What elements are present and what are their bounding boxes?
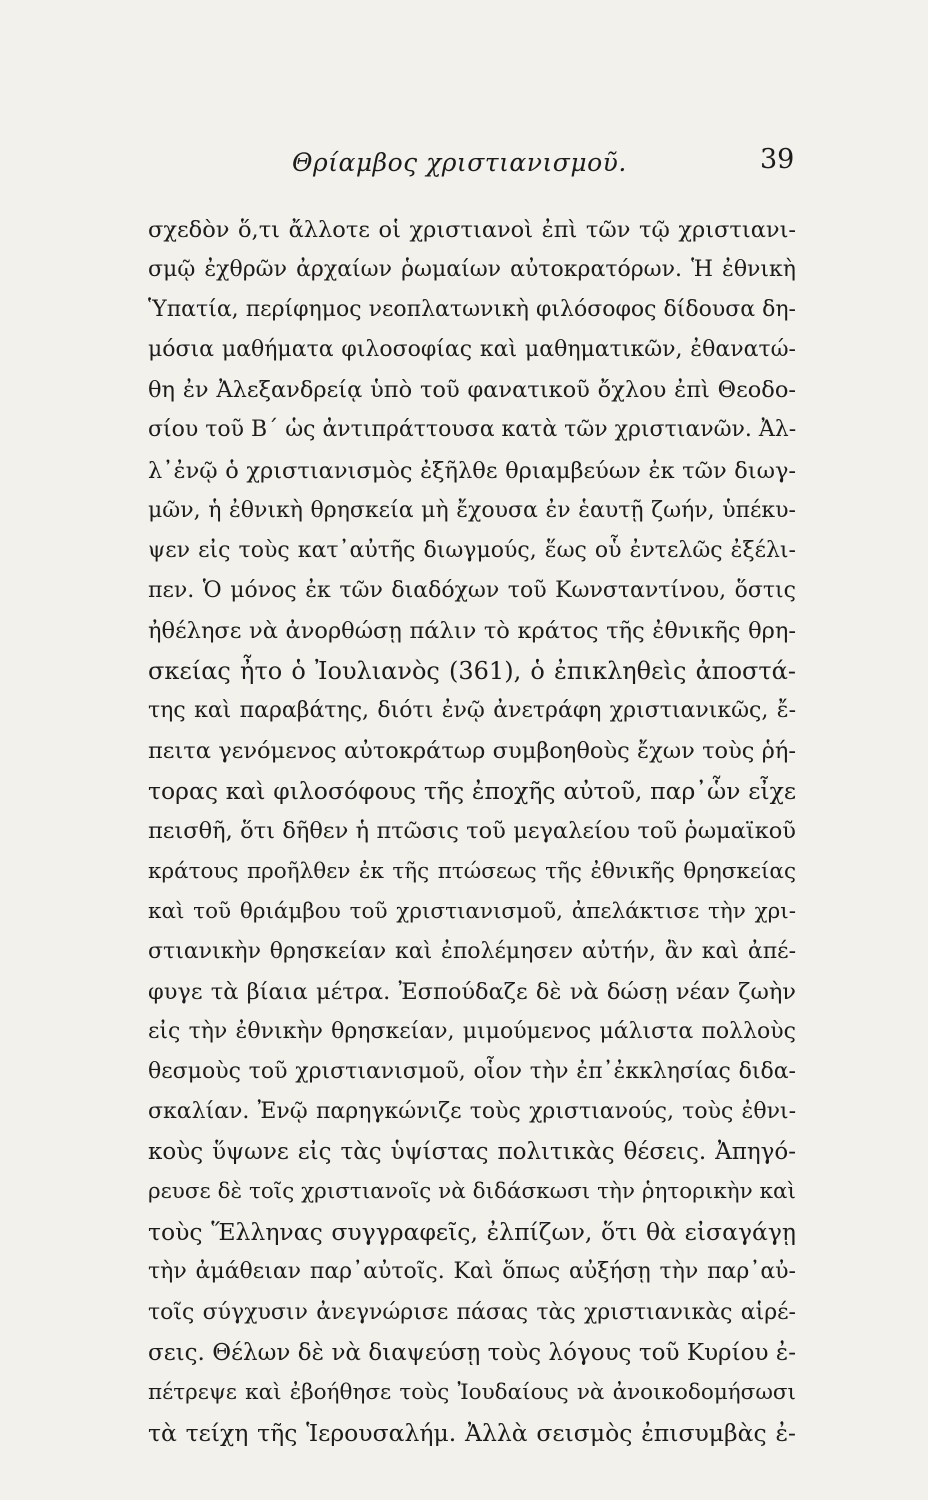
text-line: λ᾽ἐνῷ ὁ χριστιανισμὸς ἐξῆλθε θριαμβεύων ἐκ τῶν διωγ- [148,457,796,484]
text-line: θεσμοὺς τοῦ χριστιανισμοῦ, οἷον τὴν ἐπ᾽ἐκκλησίας διδα- [148,1058,796,1084]
text-line: κράτους προῆλθεν ἐκ τῆς πτώσεως τῆς ἐθνικῆς θρησκείας [148,858,796,884]
text-line: πέτρεψε καὶ ἐβοήθησε τοὺς Ἰουδαίους νὰ ἀνοικοδομήσωσι [148,1379,796,1405]
text-line: πειτα γενόμενος αὐτοκράτωρ συμβοηθοὺς ἔχων τοὺς ῥή- [148,738,796,765]
text-line: σκείας ἦτο ὁ Ἰουλιανὸς (361), ὁ ἐπικληθεὶς ἀποστά- [148,657,796,686]
text-line: τὰ τείχη τῆς Ἱερουσαλήμ. Ἀλλὰ σεισμὸς ἐπισυμβὰς ἐ- [148,1418,796,1447]
text-line: φυγε τὰ βίαια μέτρα. Ἐσπούδαζε δὲ νὰ δώσῃ νέαν ζωὴν [148,978,796,1005]
body-text [148,210,796,1453]
text-line: στιανικὴν θρησκείαν καὶ ἐπολέμησεν αὐτήν, ἂν καὶ ἀπέ- [148,938,796,964]
text-line: πεν. Ὁ μόνος ἐκ τῶν διαδόχων τοῦ Κωνσταντίνου, ὅστις [148,577,796,603]
text-line: πεισθῆ, ὅτι δῆθεν ἡ πτῶσις τοῦ μεγαλείου τοῦ ῥωμαϊκοῦ [148,818,796,845]
text-line: εἰς τὴν ἐθνικὴν θρησκείαν, μιμούμενος μάλιστα πολλοὺς [148,1018,796,1044]
text-line: τοὺς Ἕλληνας συγγραφεῖς, ἐλπίζων, ὅτι θὰ εἰσαγάγῃ [148,1218,796,1247]
text-line: σεις. Θέλων δὲ νὰ διαψεύσῃ τοὺς λόγους τοῦ Κυρίου ἐ- [148,1339,796,1366]
running-title: Θρίαμβος χριστιανισμοῦ. [292,148,627,177]
text-line: σχεδὸν ὅ,τι ἄλλοτε οἱ χριστιανοὶ ἐπὶ τῶν τῷ χριστιανι- [148,217,796,243]
text-line: μῶν, ἡ ἐθνικὴ θρησκεία μὴ ἔχουσα ἐν ἑαυτῇ ζωήν, ὑπέκυ- [148,497,796,523]
text-line: κοὺς ὕψωνε εἰς τὰς ὑψίστας πολιτικὰς θέσεις. Ἀπηγό- [148,1139,796,1166]
text-line: θη ἐν Ἀλεξανδρείᾳ ὑπὸ τοῦ φανατικοῦ ὄχλου ἐπὶ Θεοδο- [148,377,796,404]
text-line: ἠθέλησε νὰ ἀνορθώσῃ πάλιν τὸ κράτος τῆς ἐθνικῆς θρη- [148,617,796,644]
text-line: Ὑπατία, περίφημος νεοπλατωνικὴ φιλόσοφος δίδουσα δη- [148,297,796,323]
text-line: τὴν ἀμάθειαν παρ᾽αὐτοῖς. Καὶ ὅπως αὐξήσῃ τὴν παρ᾽αὐ- [148,1259,796,1285]
running-head [0,144,928,188]
text-line: της καὶ παραβάτης, διότι ἐνῷ ἀνετράφη χριστιανικῶς, ἔ- [148,698,796,724]
text-line: σκαλίαν. Ἐνῷ παρηγκώνιζε τοὺς χριστιανούς, τοὺς ἐθνι- [148,1099,796,1125]
text-line: τοῖς σύγχυσιν ἀνεγνώρισε πάσας τὰς χριστιανικὰς αἱρέ- [148,1299,796,1325]
page-number: 39 [760,144,795,175]
text-line: ρευσε δὲ τοῖς χριστιανοῖς νὰ διδάσκωσι τὴν ῥητορικὴν καὶ [148,1179,796,1205]
text-line: σίου τοῦ Β΄ ὡς ἀντιπράττουσα κατὰ τῶν χριστιανῶν. Ἀλ- [148,417,796,443]
text-line: μόσια μαθήματα φιλοσοφίας καὶ μαθηματικῶν, ἐθανατώ- [148,337,796,363]
text-line: ψεν εἰς τοὺς κατ᾽αὐτῆς διωγμούς, ἕως οὗ ἐντελῶς ἐξέλι- [148,537,796,563]
text-line: σμῷ ἐχθρῶν ἀρχαίων ῥωμαίων αὐτοκρατόρων. Ἡ ἐθνικὴ [148,257,796,283]
text-line: καὶ τοῦ θριάμβου τοῦ χριστιανισμοῦ, ἀπελάκτισε τὴν χρι- [148,898,796,924]
text-line: τορας καὶ φιλοσόφους τῆς ἐποχῆς αὐτοῦ, παρ᾽ὧν εἶχε [148,777,796,806]
